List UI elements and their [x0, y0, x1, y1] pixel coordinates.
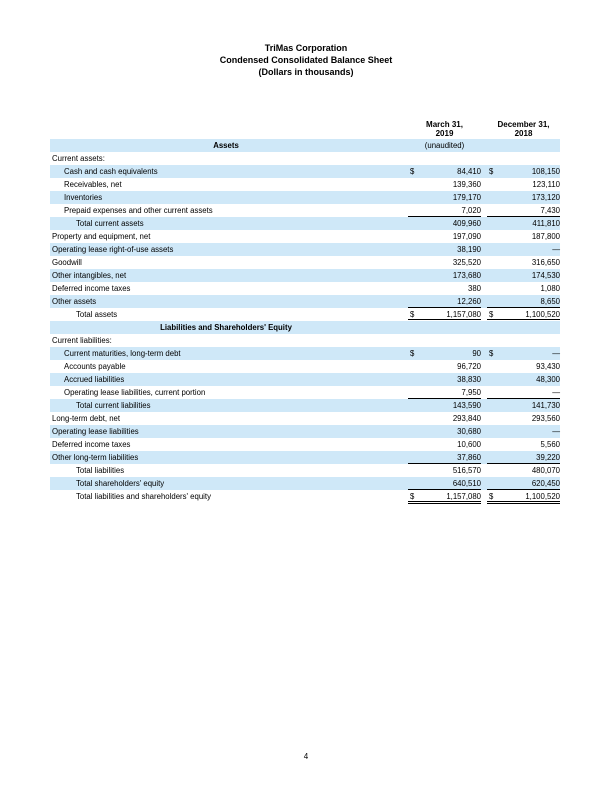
dollar-sign: $: [489, 167, 494, 176]
december-2018-value: 1,100,520: [487, 308, 560, 322]
table-row: [50, 451, 560, 464]
dollar-sign: $: [410, 492, 415, 501]
march-2019-value: 30,680: [457, 427, 481, 436]
march-2019-value: 96,720: [457, 362, 481, 371]
column-header-march-2019: [408, 120, 481, 138]
table-row: [50, 386, 560, 399]
balance-sheet-table: [50, 139, 560, 503]
statement-subtitle: (Dollars in thousands): [258, 67, 354, 77]
march-2019-value: 325,520: [452, 258, 481, 267]
december-2018-value: —: [487, 386, 560, 399]
table-row: [50, 152, 560, 165]
dollar-sign: $: [410, 167, 415, 176]
row-label: Property and equipment, net: [52, 232, 151, 241]
december-2018-value: —: [552, 427, 560, 436]
march-2019-value: 197,090: [452, 232, 481, 241]
table-row: [50, 191, 560, 204]
table-row: [50, 178, 560, 191]
march-2019-value: 409,960: [452, 219, 481, 228]
row-label: Prepaid expenses and other current assets: [64, 206, 213, 215]
row-label: Operating lease liabilities: [52, 427, 139, 436]
column-header-line: 2018: [514, 129, 533, 138]
table-row: [50, 347, 560, 360]
column-header-december-2018: [487, 120, 560, 138]
march-2019-value: 1,157,080: [408, 490, 481, 504]
row-label: Other intangibles, net: [52, 271, 127, 280]
december-2018-value: 620,450: [487, 477, 560, 490]
table-row: [50, 360, 560, 373]
march-2019-value: 293,840: [452, 414, 481, 423]
december-2018-value: 7,430: [487, 204, 560, 217]
march-2019-value: 143,590: [452, 401, 481, 410]
table-row: [50, 269, 560, 282]
march-2019-value: 7,020: [408, 204, 481, 217]
row-label: Operating lease liabilities, current portion: [64, 388, 206, 397]
row-label: Total shareholders' equity: [76, 479, 165, 488]
table-row: [50, 282, 560, 295]
table-row: [50, 464, 560, 477]
table-row: [50, 230, 560, 243]
december-2018-value: 411,810: [532, 219, 560, 228]
march-2019-value: 179,170: [452, 193, 481, 202]
december-2018-value: 480,070: [531, 466, 560, 475]
statement-title: Condensed Consolidated Balance Sheet: [219, 55, 393, 65]
march-2019-value: 7,950: [408, 386, 481, 399]
table-row: [50, 477, 560, 490]
report-header: [0, 42, 612, 78]
row-label: Current maturities, long-term debt: [64, 349, 181, 358]
december-2018-value: 174,530: [531, 271, 560, 280]
column-header-line: 2019: [435, 129, 454, 138]
unaudited-label: (unaudited): [424, 141, 465, 150]
march-2019-value: 173,680: [452, 271, 481, 280]
dollar-sign: $: [489, 310, 494, 319]
december-2018-value: 93,430: [536, 362, 560, 371]
column-header-line: March 31,: [426, 120, 463, 129]
page-number: 4: [303, 752, 309, 761]
row-label: Other long-term liabilities: [52, 453, 139, 462]
december-2018-value: 48,300: [536, 375, 560, 384]
march-2019-value: 10,600: [457, 440, 481, 449]
row-label: Total current assets: [76, 219, 144, 228]
march-2019-value: 380: [467, 284, 481, 293]
row-label: Cash and cash equivalents: [64, 167, 158, 176]
march-2019-value: 640,510: [408, 477, 481, 490]
section-header-row: [50, 321, 560, 334]
table-row: [50, 165, 560, 178]
table-row: [50, 243, 560, 256]
march-2019-value: 38,190: [457, 245, 481, 254]
row-label: Inventories: [64, 193, 103, 202]
row-label: Current liabilities:: [52, 336, 112, 345]
march-2019-value: 139,360: [452, 180, 481, 189]
section-header-row: [50, 139, 560, 152]
december-2018-value: —: [552, 245, 560, 254]
march-2019-value: 12,260: [408, 295, 481, 308]
dollar-sign: $: [410, 349, 415, 358]
dollar-sign: $: [489, 492, 494, 501]
row-label: Goodwill: [52, 258, 82, 267]
march-2019-value: 84,410: [457, 167, 481, 176]
dollar-sign: $: [410, 310, 415, 319]
row-label: Total assets: [76, 310, 118, 319]
row-label: Other assets: [52, 297, 97, 306]
december-2018-value: 108,150: [531, 167, 560, 176]
row-label: Accounts payable: [64, 362, 126, 371]
row-label: Long-term debt, net: [52, 414, 121, 423]
march-2019-value: 38,830: [457, 375, 481, 384]
dollar-sign: $: [489, 349, 494, 358]
march-2019-value: 37,860: [408, 451, 481, 464]
table-row: [50, 399, 560, 412]
company-name: TriMas Corporation: [264, 43, 348, 53]
row-label: Total liabilities and shareholders' equity: [76, 492, 211, 501]
row-label: Total liabilities: [76, 466, 125, 475]
table-row: [50, 438, 560, 451]
march-2019-value: 1,157,080: [408, 308, 481, 322]
table-row: [50, 256, 560, 269]
row-label: Deferred income taxes: [52, 440, 131, 449]
row-label: Total current liabilities: [76, 401, 151, 410]
row-label: Current assets:: [52, 154, 105, 163]
december-2018-value: 1,100,520: [487, 490, 560, 504]
section-title: Liabilities and Shareholders' Equity: [160, 323, 292, 332]
table-row: [50, 334, 560, 347]
december-2018-value: 173,120: [531, 193, 560, 202]
march-2019-value: 516,570: [452, 466, 481, 475]
december-2018-value: 316,650: [531, 258, 560, 267]
table-row: [50, 308, 560, 321]
table-row: [50, 204, 560, 217]
table-row: [50, 425, 560, 438]
march-2019-value: 90: [472, 349, 481, 358]
row-label: Receivables, net: [64, 180, 122, 189]
december-2018-value: 5,560: [540, 440, 560, 449]
december-2018-value: 123,110: [532, 180, 560, 189]
december-2018-value: —: [552, 349, 560, 358]
december-2018-value: 39,220: [487, 451, 560, 464]
column-header-line: December 31,: [497, 120, 550, 129]
december-2018-value: 1,080: [540, 284, 560, 293]
table-row: [50, 490, 560, 503]
row-label: Operating lease right-of-use assets: [52, 245, 174, 254]
row-label: Deferred income taxes: [52, 284, 131, 293]
december-2018-value: 293,560: [531, 414, 560, 423]
section-title: Assets: [213, 141, 239, 150]
table-row: [50, 295, 560, 308]
table-row: [50, 412, 560, 425]
row-label: Accrued liabilities: [64, 375, 125, 384]
december-2018-value: 8,650: [487, 295, 560, 308]
table-row: [50, 217, 560, 230]
table-row: [50, 373, 560, 386]
december-2018-value: 141,730: [531, 401, 560, 410]
december-2018-value: 187,800: [531, 232, 560, 241]
